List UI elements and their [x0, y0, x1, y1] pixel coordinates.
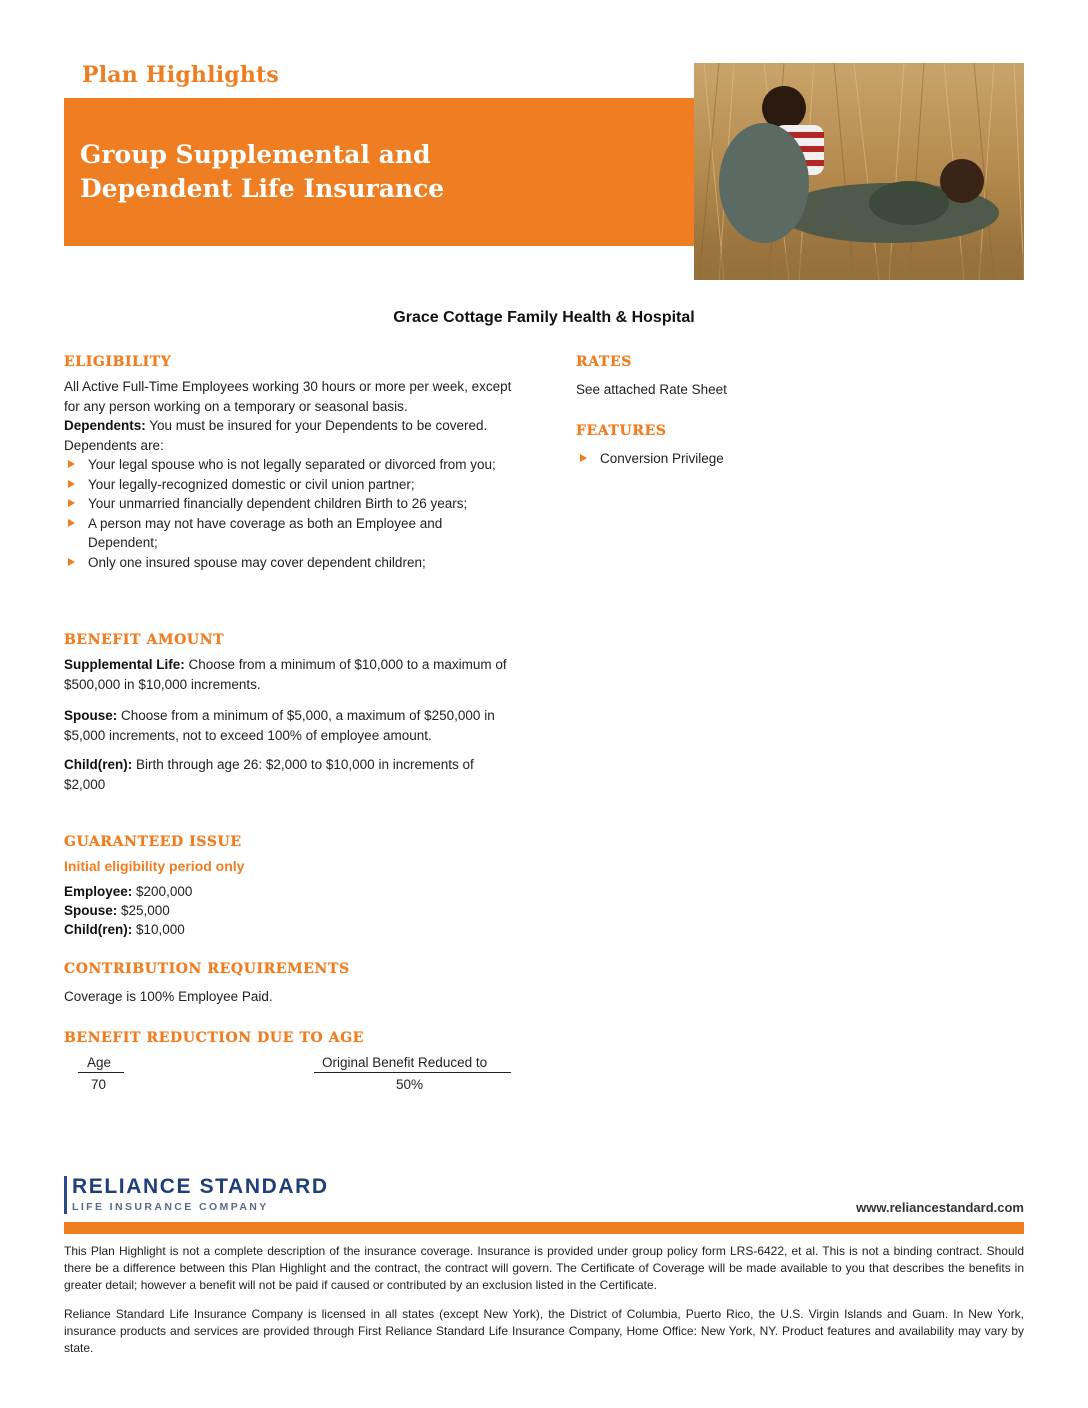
dependents-label: Dependents:	[64, 418, 146, 433]
eligibility-heading: ELIGIBILITY	[64, 354, 172, 370]
hero-photo	[694, 63, 1024, 280]
col-age-header: Age	[87, 1055, 112, 1070]
family-in-grass-illustration	[694, 63, 1024, 280]
dependents-description: You must be insured for your Dependents to be covered. Dependents are:	[64, 418, 488, 453]
title-line-2: Dependent Life Insurance	[80, 174, 445, 203]
spouse-benefit-text: Spouse: Choose from a minimum of $5,000, a maximum of $250,000 in $5,000 increments, not to exceed 100% of employee amount.	[64, 708, 495, 743]
disclaimer-2: Reliance Standard Life Insurance Company is licensed in all states (except New York), the District of Columbia, Puerto Rico, the U.S. Virgin Islands and Guam. In New York, insurance products and services are provided through First Reliance Standard Life Insurance Company, Home Office: New York, NY. Product features and availability may vary by state.	[64, 1307, 1024, 1355]
features-heading: FEATURES	[576, 423, 667, 439]
title-line-1: Group Supplemental and	[80, 140, 431, 169]
website-link[interactable]: www.reliancestandard.com	[856, 1200, 1024, 1215]
benefit-underline	[314, 1072, 511, 1073]
gi-spouse: Spouse: $25,000	[64, 903, 170, 918]
contribution-heading: CONTRIBUTION REQUIREMENTS	[64, 961, 350, 977]
guaranteed-issue-subheading: Initial eligibility period only	[64, 858, 245, 874]
arrow-bullet-icon	[68, 460, 75, 468]
list-item: Your legal spouse who is not legally separated or divorced from you;	[64, 455, 514, 475]
eligibility-intro: All Active Full-Time Employees working 30 hours or more per week, except for any person working on a temporary or seasonal basis.	[64, 379, 512, 414]
list-item: Only one insured spouse may cover dependent children;	[64, 553, 514, 573]
row-age: 70	[91, 1077, 107, 1092]
contribution-text: Coverage is 100% Employee Paid.	[64, 989, 273, 1004]
arrow-bullet-icon	[580, 454, 587, 462]
row-benefit: 50%	[396, 1077, 424, 1092]
employer-name: Grace Cottage Family Health & Hospital	[393, 309, 695, 326]
dependents-list	[64, 455, 514, 572]
list-item: Conversion Privilege	[576, 449, 976, 469]
footer-divider	[64, 1222, 1024, 1234]
arrow-bullet-icon	[68, 499, 75, 507]
reduction-heading: BENEFIT REDUCTION DUE TO AGE	[64, 1030, 365, 1046]
arrow-bullet-icon	[68, 480, 75, 488]
age-underline	[78, 1072, 124, 1073]
title-banner	[64, 98, 694, 246]
page-kicker: Plan Highlights	[82, 62, 279, 88]
child-benefit-text: Child(ren): Birth through age 26: $2,000 to $10,000 in increments of $2,000	[64, 757, 474, 792]
arrow-bullet-icon	[68, 519, 75, 527]
dependents-text	[64, 416, 514, 455]
page-title	[80, 138, 444, 206]
features-list	[576, 449, 976, 469]
company-logo-tagline: LIFE INSURANCE COMPANY	[72, 1201, 269, 1213]
logo-accent-bar	[64, 1176, 67, 1214]
rates-text: See attached Rate Sheet	[576, 382, 727, 397]
guaranteed-issue-heading: GUARANTEED ISSUE	[64, 834, 242, 850]
supplemental-life-text: Supplemental Life: Choose from a minimum of $10,000 to a maximum of $500,000 in $10,000 increments.	[64, 657, 507, 692]
gi-child: Child(ren): $10,000	[64, 922, 185, 937]
rates-heading: RATES	[576, 354, 632, 370]
disclaimer-1: This Plan Highlight is not a complete description of the insurance coverage. Insurance is provided under group policy form LRS-6422, et al. This is not a binding contract. Should there be a difference between this Plan Highlight and the contract, the contract will govern. The Certificate of Coverage will be made available to you that describes the benefits in greater detail; however a benefit will not be paid if caused or contributed by an exclusion listed in the Certificate.	[64, 1244, 1024, 1292]
col-benefit-header: Original Benefit Reduced to	[322, 1055, 488, 1070]
list-item: Your unmarried financially dependent children Birth to 26 years;	[64, 494, 514, 514]
gi-employee: Employee: $200,000	[64, 884, 193, 899]
benefit-amount-heading: BENEFIT AMOUNT	[64, 632, 225, 648]
list-item: Your legally-recognized domestic or civil union partner;	[64, 475, 514, 495]
list-item: A person may not have coverage as both an Employee and Dependent;	[64, 514, 514, 553]
company-logo-wordmark: RELIANCE STANDARD	[72, 1175, 329, 1198]
arrow-bullet-icon	[68, 558, 75, 566]
